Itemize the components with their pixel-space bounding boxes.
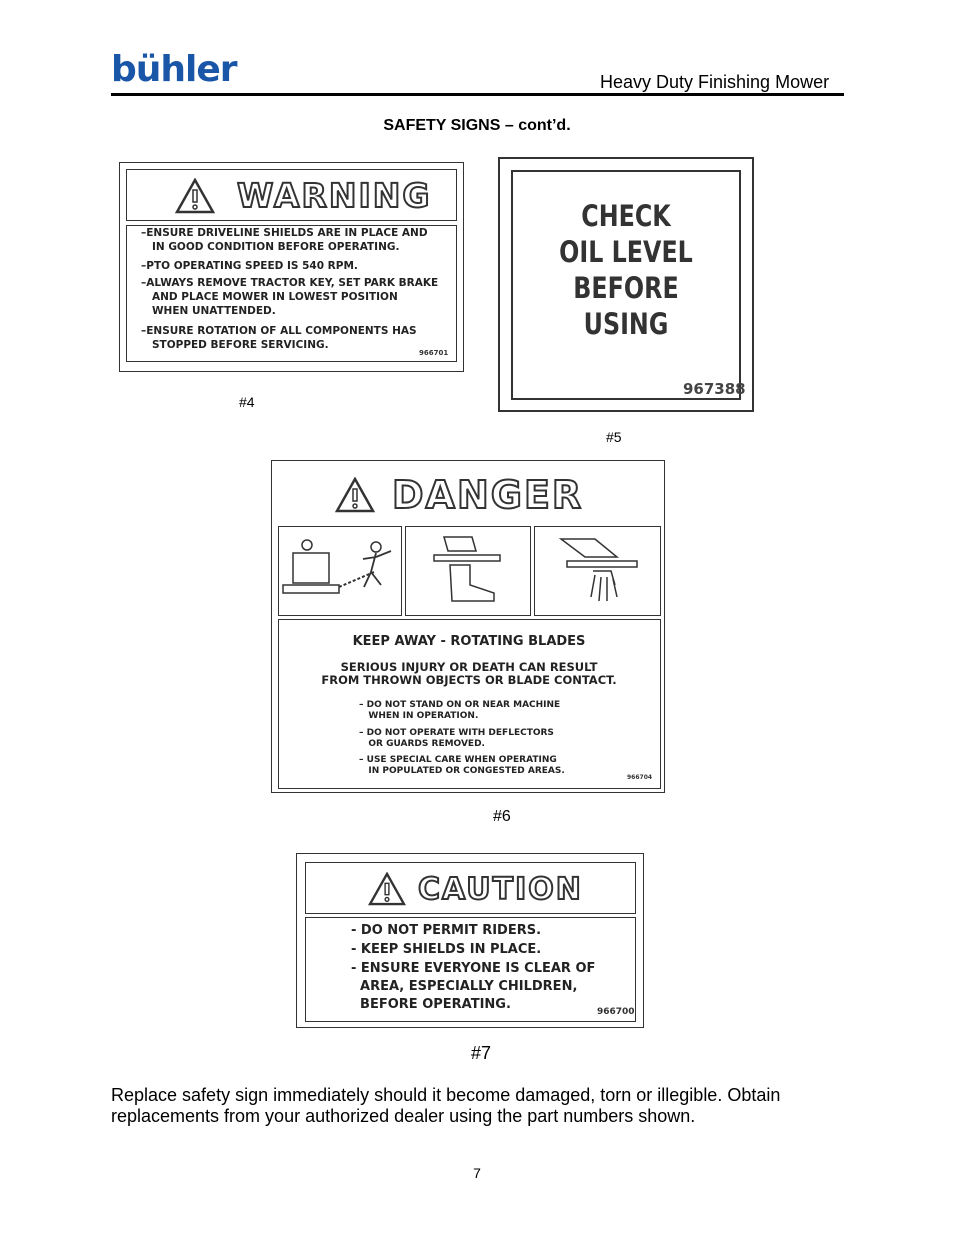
danger-body-box <box>278 619 661 789</box>
warning-item: –ENSURE ROTATION OF ALL COMPONENTS HAS STOPPED BEFORE SERVICING. <box>141 325 417 351</box>
thrown-object-person-icon <box>279 527 399 613</box>
danger-item: – USE SPECIAL CARE WHEN OPERATING IN POPULATED OR CONGESTED AREAS. <box>359 755 565 776</box>
warning-heading: WARNING <box>237 176 432 215</box>
check-oil-text <box>533 198 718 342</box>
pictogram-thrown-objects <box>278 526 402 616</box>
warning-item: –PTO OPERATING SPEED IS 540 RPM. <box>141 260 358 272</box>
header-title: Heavy Duty Finishing Mower <box>600 72 830 92</box>
caption-5: #5 <box>606 429 622 445</box>
check-oil-line: CHECK <box>581 199 671 233</box>
caution-item: - KEEP SHIELDS IN PLACE. <box>351 942 542 957</box>
check-oil-line: OIL LEVEL <box>559 235 693 269</box>
danger-warning-line: SERIOUS INJURY OR DEATH CAN RESULT <box>340 660 598 674</box>
section-title: SAFETY SIGNS – cont’d. <box>383 117 571 134</box>
pictogram-foot-blade <box>405 526 531 616</box>
caution-part-number: 966700 <box>597 1007 635 1017</box>
caution-item: - ENSURE EVERYONE IS CLEAR OF AREA, ESPECIALLY CHILDREN, BEFORE OPERATING. <box>351 961 596 1012</box>
danger-warning-line: FROM THROWN OBJECTS OR BLADE CONTACT. <box>321 673 617 687</box>
caution-heading-box <box>305 862 636 914</box>
check-oil-line: USING <box>583 307 669 341</box>
caution-body-box <box>305 917 636 1022</box>
caution-heading: CAUTION <box>418 872 583 907</box>
warning-heading-box <box>126 169 457 221</box>
warning-item: –ALWAYS REMOVE TRACTOR KEY, SET PARK BRAKE AND PLACE MOWER IN LOWEST POSITION WHEN UNATTENDED. <box>141 277 439 317</box>
check-oil-sign <box>498 157 754 412</box>
check-oil-line: BEFORE <box>573 271 679 305</box>
danger-subheading: KEEP AWAY - ROTATING BLADES <box>352 634 586 649</box>
caption-4: #4 <box>239 394 255 410</box>
warning-sign <box>119 162 464 372</box>
pictogram-hand-blade <box>534 526 661 616</box>
danger-item: – DO NOT STAND ON OR NEAR MACHINE WHEN IN OPERATION. <box>359 700 561 721</box>
buhler-logo: bühler <box>111 49 237 90</box>
warning-item: –ENSURE DRIVELINE SHIELDS ARE IN PLACE AND IN GOOD CONDITION BEFORE OPERATING. <box>141 227 428 253</box>
caption-6: #6 <box>493 808 511 825</box>
caption-7: #7 <box>471 1043 492 1063</box>
warning-part-number: 966701 <box>419 349 449 357</box>
foot-blade-icon <box>406 527 528 613</box>
hand-blade-icon <box>535 527 658 613</box>
danger-sign <box>271 460 665 793</box>
warning-body-box <box>126 225 457 362</box>
warning-triangle-icon <box>335 477 375 513</box>
warning-triangle-icon <box>175 178 215 214</box>
replacement-paragraph: Replace safety sign immediately should it become damaged, torn or illegible. Obtain replacements from your authorized dealer using the part numbers shown. <box>111 1085 781 1126</box>
check-oil-inner <box>511 170 746 400</box>
header-rule <box>111 93 844 96</box>
danger-heading: DANGER <box>392 473 584 517</box>
caution-item: - DO NOT PERMIT RIDERS. <box>351 923 542 938</box>
page-number: 7 <box>473 1165 481 1181</box>
check-oil-part-number: 967388 <box>683 380 746 398</box>
danger-heading-area <box>272 461 663 523</box>
danger-part-number: 966704 <box>627 774 653 781</box>
warning-triangle-icon <box>368 872 406 906</box>
caution-sign <box>296 853 644 1028</box>
danger-item: – DO NOT OPERATE WITH DEFLECTORS OR GUARDS REMOVED. <box>359 728 554 749</box>
